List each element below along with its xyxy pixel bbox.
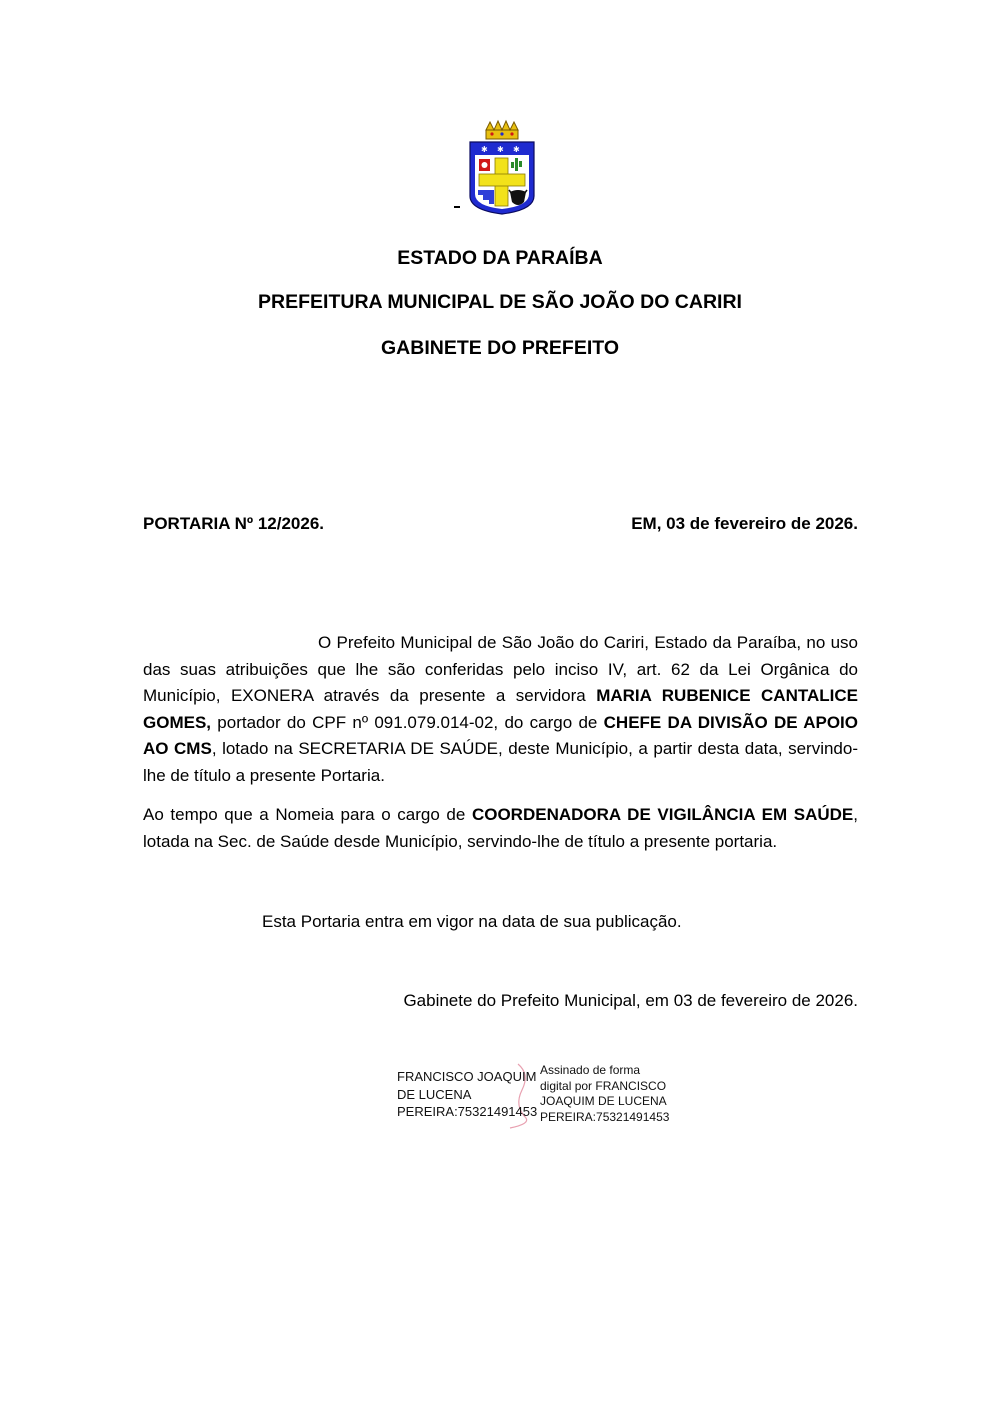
svg-text:✱: ✱ bbox=[481, 145, 488, 154]
appointment-text-1: Ao tempo que a Nomeia para o cargo de bbox=[143, 805, 472, 824]
signer-name-line-3: PEREIRA:75321491453 bbox=[397, 1104, 538, 1119]
digital-signature-line-4: PEREIRA:75321491453 bbox=[540, 1109, 670, 1124]
servant-name: MARIA RUBENICE CANTALICE GOMES, bbox=[143, 686, 858, 732]
signing-place-date: Gabinete do Prefeito Municipal, em 03 de fevereiro de 2026. bbox=[403, 991, 858, 1010]
digital-signature-block bbox=[540, 1063, 669, 1125]
portaria-number: PORTARIA Nº 12/2026. bbox=[143, 514, 324, 533]
exoneration-text-3: , lotado na SECRETARIA DE SAÚDE, deste Município, a partir desta data, servindo-lhe de título a presente Portaria. bbox=[143, 739, 858, 785]
header-city-hall: PREFEITURA MUNICIPAL DE SÃO JOÃO DO CARIRI bbox=[258, 291, 742, 313]
svg-text:✱: ✱ bbox=[497, 145, 504, 154]
effective-date-paragraph: Esta Portaria entra em vigor na data de sua publicação. bbox=[262, 912, 682, 931]
signer-name-line-2: DE LUCENA bbox=[397, 1086, 472, 1102]
header-state: ESTADO DA PARAÍBA bbox=[397, 247, 603, 269]
exoneration-text-1: O Prefeito Municipal de São João do Cariri, Estado da Paraíba, no uso das suas atribuições que lhe são conferidas pelo inciso IV, art. 62 da Lei Orgânica do Município, EXONERA através da presente a servidora bbox=[143, 633, 858, 705]
portaria-date: EM, 03 de fevereiro de 2026. bbox=[631, 514, 858, 533]
exoneration-text-2: portador do CPF nº 091.079.014-02, do cargo de bbox=[211, 712, 604, 732]
exoneration-paragraph bbox=[143, 630, 858, 789]
digital-signature-line-3: JOAQUIM DE LUCENA bbox=[540, 1094, 667, 1108]
digital-signature-line-2: digital por FRANCISCO bbox=[540, 1078, 667, 1093]
digital-signature-line-1: Assinado de forma bbox=[540, 1063, 641, 1077]
new-position: COORDENADORA DE VIGILÂNCIA EM SAÚDE bbox=[471, 805, 854, 824]
appointment-text-2: , lotada na Sec. de Saúde desde Município, servindo-lhe de título a presente portaria. bbox=[143, 805, 858, 851]
crest-baseline-mark bbox=[454, 206, 460, 208]
header-office: GABINETE DO PREFEITO bbox=[381, 337, 619, 359]
portaria-line bbox=[143, 512, 858, 536]
signer-name-block bbox=[397, 1068, 537, 1121]
appointment-paragraph bbox=[143, 802, 858, 855]
municipal-coat-of-arms bbox=[462, 118, 542, 218]
svg-text:✱: ✱ bbox=[513, 145, 520, 154]
signer-name-line-1: FRANCISCO JOAQUIM bbox=[397, 1069, 537, 1084]
former-position: CHEFE DA DIVISÃO DE APOIO AO CMS bbox=[143, 712, 859, 758]
